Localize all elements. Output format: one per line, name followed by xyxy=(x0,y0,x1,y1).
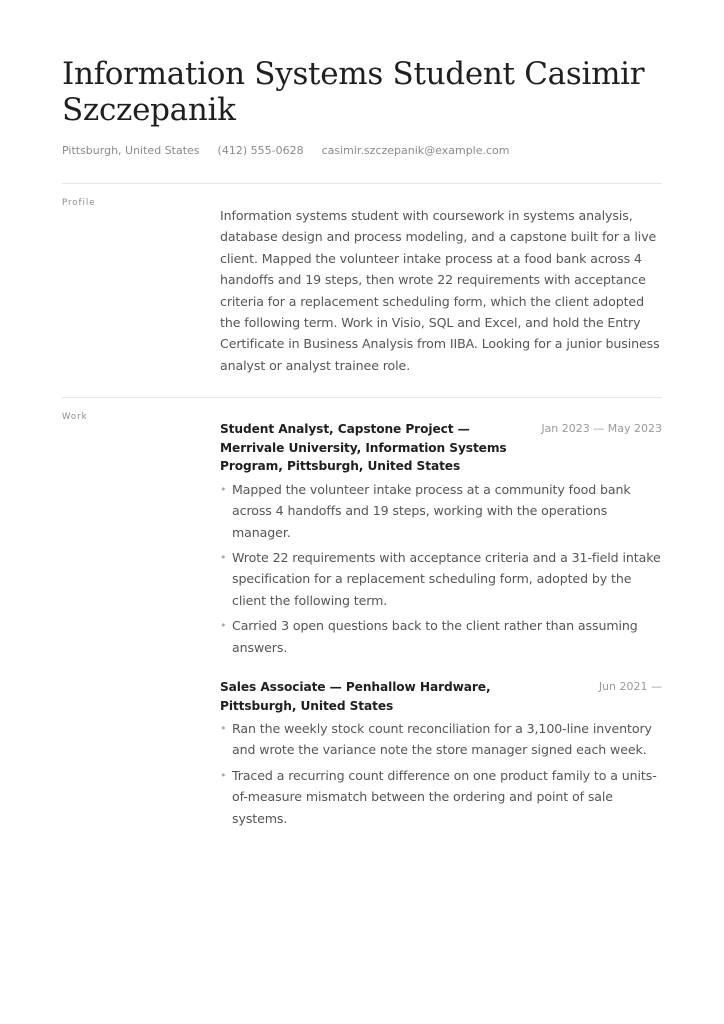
bullet-dot-icon: • xyxy=(220,482,227,496)
job-title: Student Analyst, Capstone Project — Merrivale University, Information Systems Program, Pittsburgh, United States xyxy=(220,422,507,474)
job-bullet-text: Traced a recurring count difference on one product family to a units-of-measure mismatch between the ordering and point of sale systems. xyxy=(232,767,657,826)
job-title: Sales Associate — Penhallow Hardware, Pittsburgh, United States xyxy=(220,680,491,713)
work-section-label: Work xyxy=(62,412,88,423)
candidate-name: Information Systems Student Casimir Szczepanik xyxy=(62,56,645,128)
job-entry xyxy=(220,420,662,658)
contact-phone[interactable]: (412) 555-0628 xyxy=(217,144,304,157)
work-section-body xyxy=(220,398,662,849)
job-bullet-text: Carried 3 open questions back to the client rather than assuming answers. xyxy=(232,618,638,655)
job-bullet-text: Ran the weekly stock count reconciliation for a 3,100-line inventory and wrote the variance note the store manager signed each week. xyxy=(232,721,652,758)
job-entry xyxy=(220,678,662,829)
job-bullet xyxy=(220,547,662,611)
bullet-dot-icon: • xyxy=(220,550,227,564)
work-section xyxy=(62,398,662,849)
job-bullet-text: Mapped the volunteer intake process at a community food bank across 4 handoffs and 19 steps, working with the operations manager. xyxy=(232,481,631,540)
profile-text: Information systems student with coursework in systems analysis, database design and process modeling, and a capstone built for a live client. Mapped the volunteer intake process at a food bank across 4 handoffs and 19 steps, then wrote 22 requirements with acceptance criteria for a replacement scheduling form, which the client adopted the following term. Work in Visio, SQL and Excel, and hold the Entry Certificate in Business Analysis from IIBA. Looking for a junior business analyst or analyst trainee role. xyxy=(220,208,660,373)
job-dates: Jan 2023 — May 2023 xyxy=(541,422,662,436)
job-header xyxy=(220,420,662,476)
profile-section xyxy=(62,184,662,397)
job-bullet xyxy=(220,615,662,658)
job-dates: Jun 2021 — xyxy=(598,680,662,693)
job-bullet xyxy=(220,479,662,543)
contact-email[interactable]: casimir.szczepanik@example.com xyxy=(321,144,510,157)
job-bullet-text: Wrote 22 requirements with acceptance criteria and a 31-field intake specification for a replacement scheduling form, adopted by the client the following term. xyxy=(232,549,661,608)
bullet-dot-icon: • xyxy=(220,722,227,735)
profile-section-label: Profile xyxy=(62,198,96,208)
bullet-dot-icon: • xyxy=(220,619,227,633)
job-bullet xyxy=(220,765,662,829)
contact-location: Pittsburgh, United States xyxy=(62,144,200,157)
job-bullets xyxy=(220,718,662,829)
job-header xyxy=(220,678,662,715)
resume-page xyxy=(62,56,662,849)
bullet-dot-icon: • xyxy=(220,768,227,782)
job-bullets xyxy=(220,479,662,658)
contact-line xyxy=(62,144,662,158)
profile-section-body xyxy=(220,184,662,397)
job-bullet xyxy=(220,718,662,761)
